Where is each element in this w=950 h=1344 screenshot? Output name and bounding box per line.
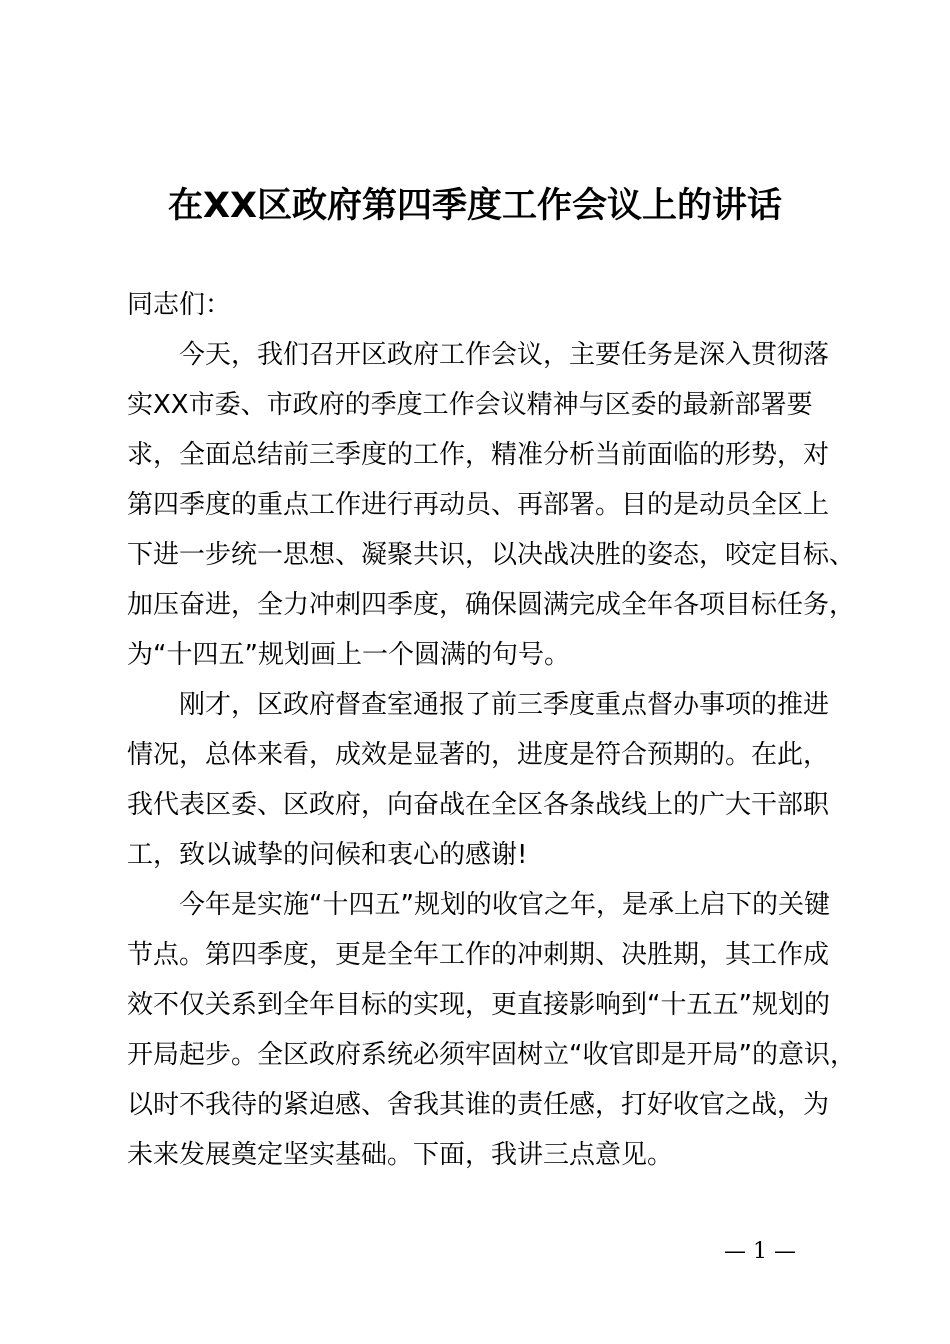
page-number: — 1 —: [724, 1239, 796, 1264]
paragraph-line: 为“十四五”规划画上一个圆满的句号。: [127, 640, 570, 670]
paragraph-line: 加压奋进，全力冲刺四季度，确保圆满完成全年各项目标任务，: [127, 590, 856, 620]
paragraph-line: 第四季度的重点工作进行再动员、再部署。目的是动员全区上: [127, 490, 830, 520]
paragraph-line: 刚才，区政府督查室通报了前三季度重点督办事项的推进: [179, 690, 830, 720]
paragraph-1: [127, 330, 856, 680]
paragraph-line: 今天，我们召开区政府工作会议，主要任务是深入贯彻落: [179, 340, 830, 370]
paragraph-line: 求，全面总结前三季度的工作，精准分析当前面临的形势，对: [127, 440, 830, 470]
document-title: 在XX区政府第四季度工作会议上的讲话: [168, 186, 782, 226]
paragraph-line: 效不仅关系到全年目标的实现，更直接影响到“十五五”规划的: [127, 990, 830, 1020]
paragraph-line: 情况，总体来看，成效是显著的，进度是符合预期的。在此，: [127, 740, 830, 770]
paragraph-line: 开局起步。全区政府系统必须牢固树立“收官即是开局”的意识，: [127, 1040, 856, 1070]
paragraph-2: [127, 680, 837, 880]
salutation: 同志们：: [127, 290, 232, 320]
paragraph-line: 工，致以诚挚的问候和衷心的感谢!: [127, 840, 528, 870]
paragraph-line: 我代表区委、区政府，向奋战在全区各条战线上的广大干部职: [127, 790, 830, 820]
paragraph-line: 下进一步统一思想、凝聚共识，以决战决胜的姿态，咬定目标、: [127, 540, 856, 570]
paragraph-line: 今年是实施“十四五”规划的收官之年，是承上启下的关键: [179, 890, 830, 920]
paragraph-line: 以时不我待的紧迫感、舍我其谁的责任感，打好收官之战，为: [127, 1090, 830, 1120]
paragraph-3: [127, 880, 856, 1180]
paragraph-line: 未来发展奠定坚实基础。下面，我讲三点意见。: [127, 1140, 674, 1170]
paragraph-line: 实XX市委、市政府的季度工作会议精神与区委的最新部署要: [127, 390, 813, 420]
document-body: [127, 280, 856, 1180]
paragraph-line: 节点。第四季度，更是全年工作的冲刺期、决胜期，其工作成: [127, 940, 830, 970]
